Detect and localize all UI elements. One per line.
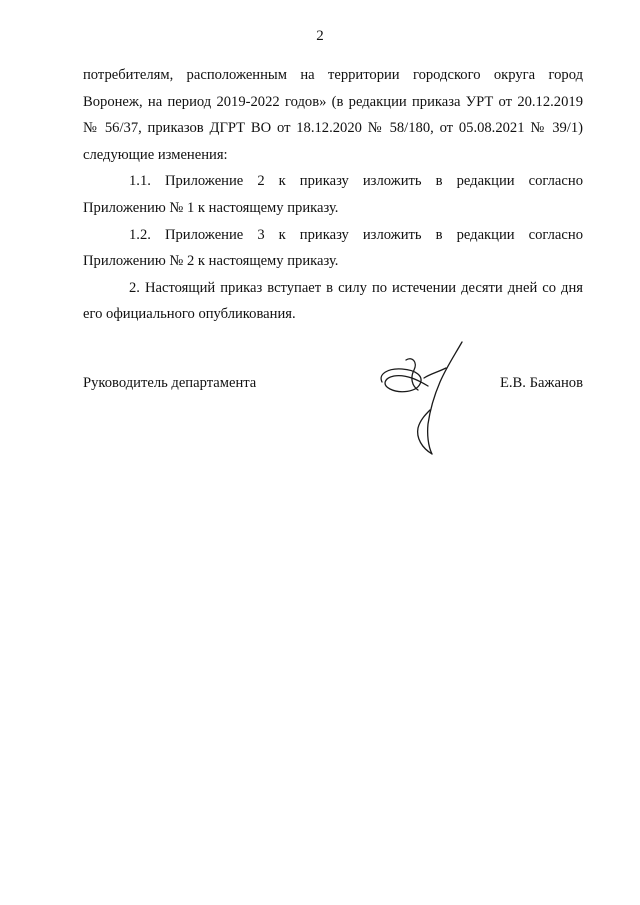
- signatory-title: Руководитель департамента: [83, 375, 257, 391]
- handwritten-signature: [372, 338, 482, 458]
- signature-block: [83, 375, 583, 399]
- signatory-name: Е.В. Бажанов: [499, 375, 583, 391]
- paragraph-item-1-1: 1.1. Приложение 2 к приказу изложить в редакции согласно Приложению № 1 к настоящему приказу.: [83, 173, 583, 216]
- page-number: 2: [316, 28, 324, 44]
- document-body: [83, 62, 583, 328]
- paragraph-item-1-2: 1.2. Приложение 3 к приказу изложить в редакции согласно Приложению № 2 к настоящему приказу.: [83, 226, 583, 270]
- paragraph-continuation: потребителям, расположенным на территории городского округа город Воронеж, на период 2019-2022 годов» (в редакции приказа УРТ от 20.12.2019 № 56/37, приказов ДГРТ ВО от 18.12.2020 № 58/180, от 05.08.2021 № 39/1) следующие изменения:: [83, 67, 583, 163]
- paragraph-item-2: 2. Настоящий приказ вступает в силу по истечении десяти дней со дня его официального опубликования.: [83, 279, 583, 323]
